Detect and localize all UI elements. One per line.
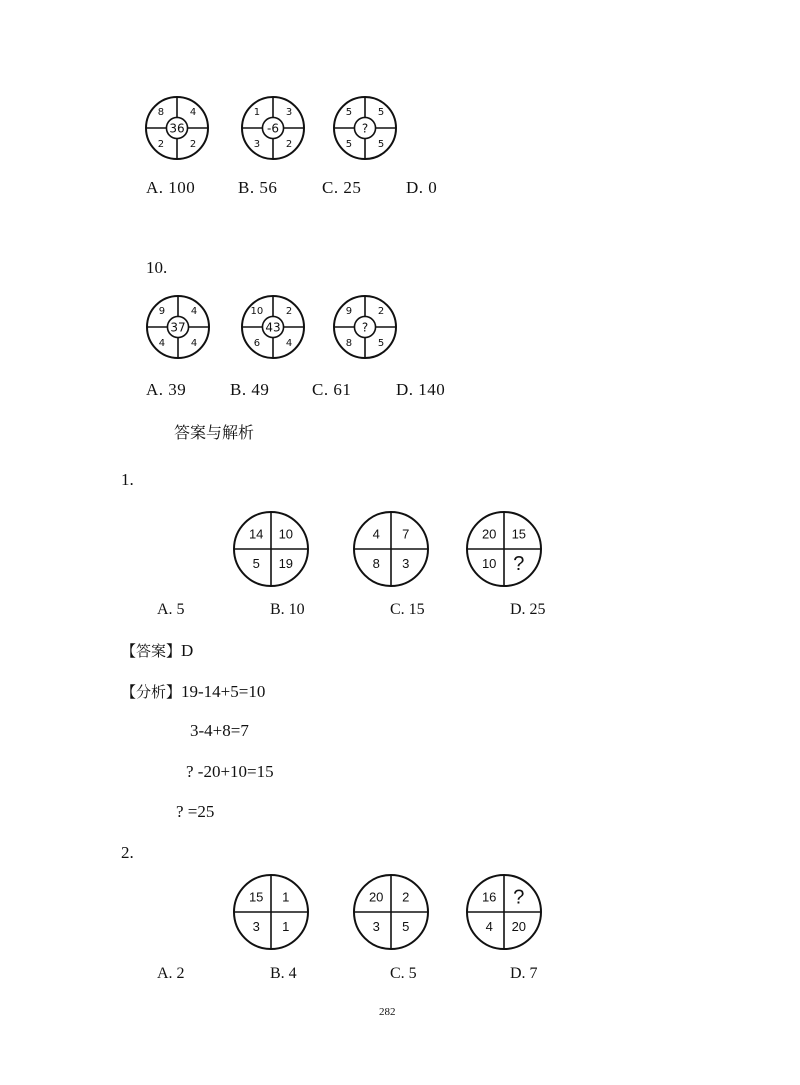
q9-option-a: A. 100	[146, 178, 196, 197]
a1-figure-1	[232, 510, 310, 588]
q9-figure-3	[332, 95, 398, 161]
q9-option-b: B. 56	[238, 178, 278, 197]
q10-number: 10.	[146, 258, 168, 277]
quadrant-tl: 9	[158, 305, 166, 317]
a1-analysis	[121, 681, 265, 702]
quadrant-tr: 5	[377, 106, 385, 118]
quadrant-bl: 3	[253, 139, 261, 151]
quadrant-tr: 2	[377, 305, 385, 317]
quadrant-br: 5	[377, 338, 385, 350]
quadrant-tr: 15	[511, 526, 527, 542]
a1-figure-2	[352, 510, 430, 588]
q9-option-c: C. 25	[322, 178, 362, 197]
quadrant-bl: 8	[345, 338, 353, 350]
quadrant-bl: 8	[372, 556, 380, 572]
quadrant-tr: 4	[189, 106, 197, 118]
a1-figure-3	[465, 510, 543, 588]
quadrant-bl: 5	[252, 556, 260, 572]
center-value: 43	[265, 320, 281, 335]
quadrant-tl: 20	[368, 889, 384, 905]
analysis-label: 【分析】	[121, 683, 182, 701]
quadrant-tl: 14	[248, 526, 264, 542]
analysis-line-2: 3-4+8=7	[190, 721, 249, 740]
q10-figure-2	[240, 294, 306, 360]
quadrant-tl: 16	[481, 889, 497, 905]
analysis-line-3: ? -20+10=15	[186, 762, 274, 781]
quadrant-tr: 2	[402, 889, 410, 905]
q10-figure-1	[145, 294, 211, 360]
quadrant-br: 1	[282, 919, 290, 935]
q10-option-d: D. 140	[396, 380, 446, 399]
quadrant-tr: 1	[282, 889, 290, 905]
quadrant-bl: 2	[157, 139, 165, 151]
quadrant-bl: 10	[481, 556, 497, 572]
quadrant-bl: 4	[158, 338, 166, 350]
quadrant-bl: 6	[253, 338, 261, 350]
a1-option-c: C. 15	[390, 601, 425, 618]
a1-option-b: B. 10	[270, 601, 305, 618]
a2-option-b: B. 4	[270, 965, 297, 982]
a1-option-d: D. 25	[510, 601, 546, 618]
center-value: ?	[361, 121, 369, 136]
quadrant-tl: 4	[372, 526, 380, 542]
q10-option-b: B. 49	[230, 380, 270, 399]
center-value: 37	[170, 320, 186, 335]
quadrant-bl: 3	[252, 919, 260, 935]
quadrant-tl: 10	[250, 305, 264, 317]
q9-figure-1	[144, 95, 210, 161]
analysis-line-4: ? =25	[176, 802, 215, 821]
quadrant-br: ?	[513, 553, 525, 576]
quadrant-br: 4	[285, 338, 293, 350]
a2-figure-3	[465, 873, 543, 951]
a1-option-a: A. 5	[157, 601, 185, 618]
quadrant-tl: 20	[481, 526, 497, 542]
quadrant-tl: 1	[253, 106, 261, 118]
a2-number: 2.	[121, 843, 134, 862]
quadrant-br: 4	[190, 338, 198, 350]
answer-value: D	[181, 641, 194, 660]
quadrant-tl: 8	[157, 106, 165, 118]
analysis-line-1: 19-14+5=10	[181, 682, 266, 701]
quadrant-br: 2	[285, 139, 293, 151]
quadrant-tl: 15	[248, 889, 264, 905]
quadrant-tr: 7	[402, 526, 410, 542]
q9-option-d: D. 0	[406, 178, 438, 197]
quadrant-tr: 4	[190, 305, 198, 317]
q10-option-c: C. 61	[312, 380, 352, 399]
quadrant-bl: 3	[372, 919, 380, 935]
quadrant-tl: 5	[345, 106, 353, 118]
quadrant-br: 5	[402, 919, 410, 935]
quadrant-bl: 4	[485, 919, 493, 935]
center-value: ?	[361, 320, 369, 335]
a2-figure-2	[352, 873, 430, 951]
quadrant-br: 20	[511, 919, 527, 935]
quadrant-tl: 9	[345, 305, 353, 317]
a1-answer	[121, 640, 193, 661]
a2-figure-1	[232, 873, 310, 951]
quadrant-br: 19	[278, 556, 294, 572]
a2-option-d: D. 7	[510, 965, 538, 982]
quadrant-tr: 3	[285, 106, 293, 118]
quadrant-tr: 2	[285, 305, 293, 317]
quadrant-br: 5	[377, 139, 385, 151]
a2-option-c: C. 5	[390, 965, 417, 982]
quadrant-tr: ?	[513, 886, 525, 909]
quadrant-tr: 10	[278, 526, 294, 542]
a1-number: 1.	[121, 470, 134, 489]
section-title: 答案与解析	[174, 423, 255, 442]
quadrant-br: 3	[402, 556, 410, 572]
quadrant-br: 2	[189, 139, 197, 151]
q10-option-a: A. 39	[146, 380, 187, 399]
quadrant-bl: 5	[345, 139, 353, 151]
a2-option-a: A. 2	[157, 965, 185, 982]
center-value: 36	[169, 121, 185, 136]
answer-label: 【答案】	[121, 642, 182, 660]
q9-figure-2	[240, 95, 306, 161]
page-number: 282	[379, 1006, 396, 1018]
q10-figure-3	[332, 294, 398, 360]
center-value: -6	[267, 121, 279, 136]
